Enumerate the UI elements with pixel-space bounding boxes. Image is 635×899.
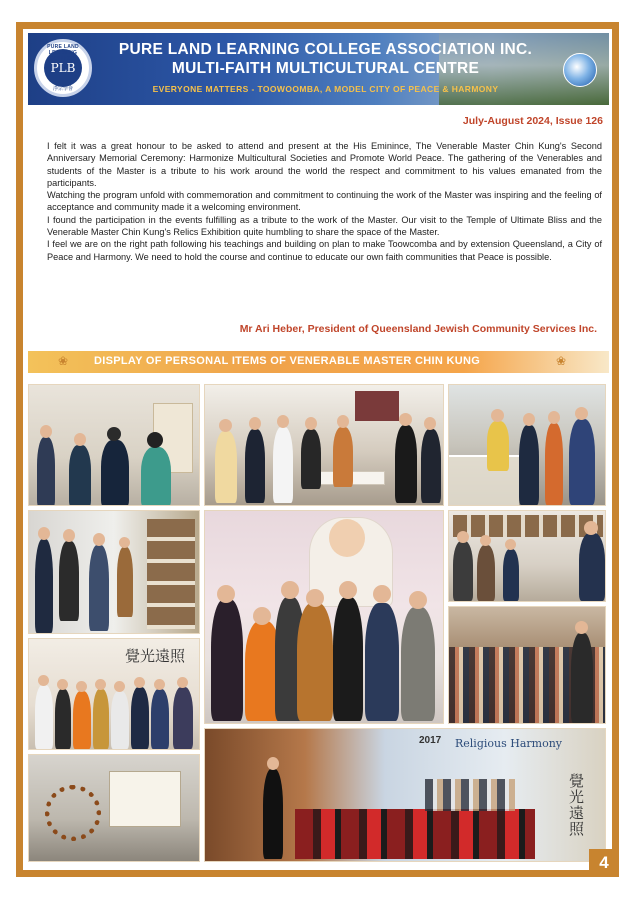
paragraph: I found the participation in the events fulfilling as a tribute to the work of the Master. Our visit to the Temple of Ultimate Bliss and the Venerable Master Chin Kung's Relics Exhibition quite humbling to share the space of the Master.: [47, 214, 602, 238]
article-body: [47, 140, 602, 263]
photo-display-case-visitors: [448, 384, 606, 506]
photo-stage-performance: [204, 728, 606, 862]
lotus-icon: ❀: [556, 354, 567, 368]
section-title: DISPLAY OF PERSONAL ITEMS OF VENERABLE MASTER CHIN KUNG: [94, 355, 481, 367]
stage-banner-year: 2017: [419, 735, 442, 746]
stage-sign: 覺光遠照: [569, 772, 585, 838]
exhibit-sign: 覺光遠照: [125, 647, 186, 665]
prayer-beads: [45, 785, 101, 841]
photo-exhibition-hall-crowd: [28, 384, 200, 506]
paragraph: I felt it was a great honour to be asked to attend and present at the His Eminince, The Venerable Master Chin Kung's Second Anniversary Memorial Ceremony: Harmonize Multicultural Societies and Promote World Peace. The gathering of the Venerables and students of the Master is a tribute to his work around the world the respect and commitment to his values emanated from the participants.: [47, 141, 602, 188]
paragraph: Watching the program unfold with commemoration and commitment to continuing the work of the Master was inspiring and the feeling of acceptance and community made it a welcoming environment.: [47, 190, 602, 213]
page-number: 4: [589, 849, 619, 877]
header-title-line2: MULTI-FAITH MULTICULTURAL CENTRE: [171, 60, 480, 77]
issue-label: July-August 2024, Issue 126: [462, 115, 603, 127]
photo-gallery-group: [204, 384, 444, 506]
header-banner: [28, 33, 609, 105]
photo-auditorium-audience: [448, 606, 606, 724]
photo-gallery-walkway: [448, 510, 606, 602]
logo-ring-text: PURE LAND LEARNING COLLEGE: [47, 44, 79, 62]
logo-monogram: PLB: [44, 49, 82, 87]
logo-emblem: [34, 39, 92, 97]
logo-ring-text-bottom: 淨宗學會: [52, 86, 73, 92]
article-signature: Mr Ari Heber, President of Queensland Jewish Community Services Inc.: [239, 323, 597, 335]
stage-banner-text: Religious Harmony: [455, 737, 562, 750]
globe-icon: [563, 53, 597, 87]
photo-corridor-visitors: [28, 510, 200, 634]
photo-master-portrait-group: [204, 510, 444, 724]
paragraph: I feel we are on the right path following his teachings and building on plan to make Toowcomba and by extension Queensland, a City of Peace and Harmony. We need to hold the course and continue to educate our own faith communities that Peace is possible.: [47, 239, 602, 262]
photo-group-with-sign: [28, 638, 200, 750]
photo-relics-display-case: [28, 754, 200, 862]
section-title-bar: [28, 351, 609, 373]
header-tagline: EVERYONE MATTERS - TOOWOOMBA, A MODEL CITY OF PEACE & HARMONY: [152, 84, 499, 94]
header-title-line1: PURE LAND LEARNING COLLEGE ASSOCIATION INC.: [118, 41, 533, 58]
lotus-icon: ❀: [58, 354, 69, 368]
